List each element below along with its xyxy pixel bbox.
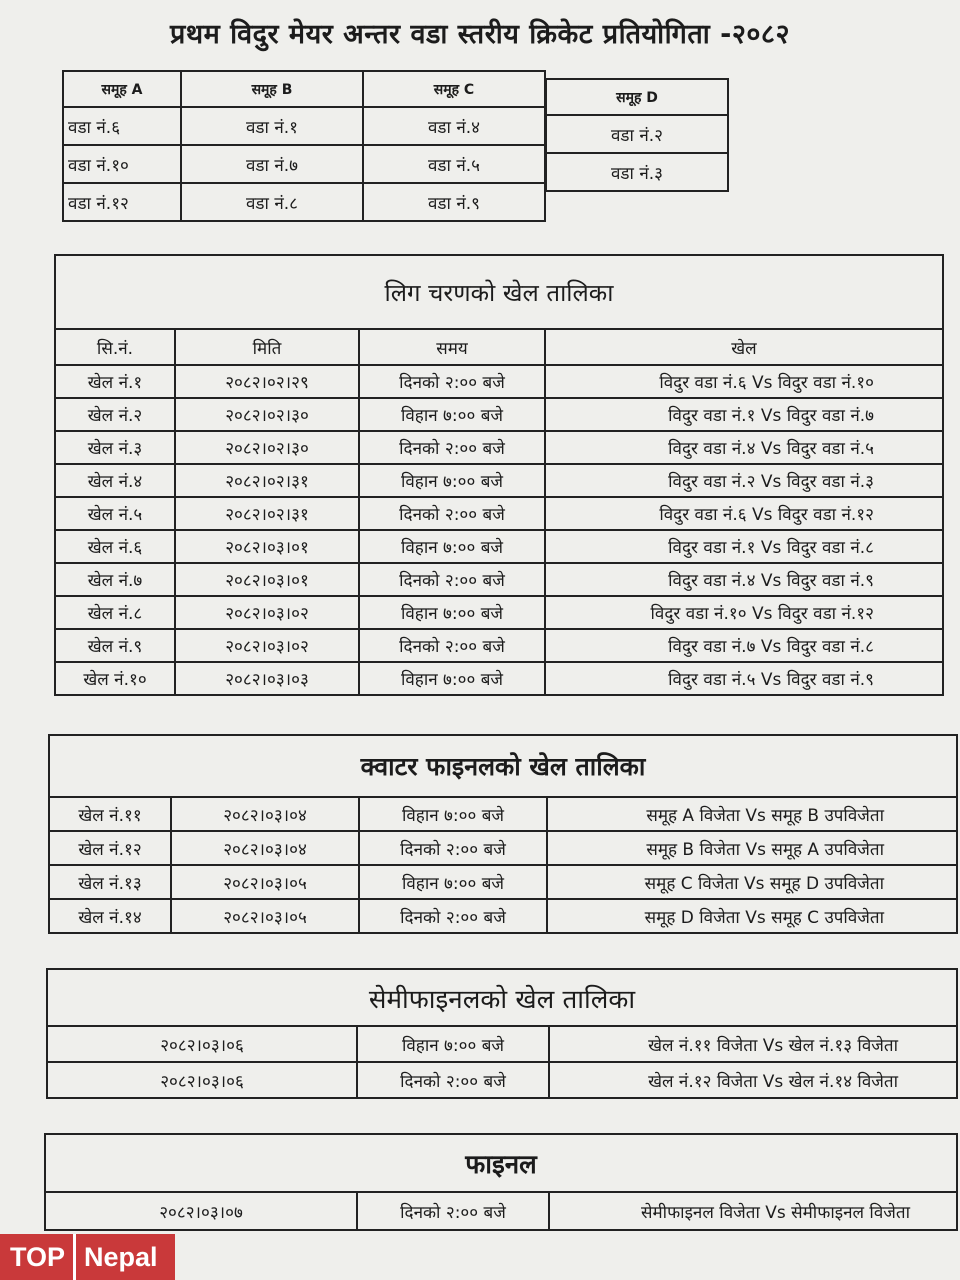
match-cell: विदुर वडा नं.४ Vs विदुर वडा नं.९ [545, 563, 943, 596]
final-heading: फाइनल [45, 1134, 957, 1192]
schedule-cell: खेल नं.१ [55, 365, 175, 398]
column-header: मिति [175, 329, 359, 365]
league-heading: लिग चरणको खेल तालिका [55, 255, 943, 329]
schedule-cell: खेल नं.१२ [49, 831, 171, 865]
schedule-cell: खेल नं.७ [55, 563, 175, 596]
schedule-cell: २०८२।०२।३० [175, 398, 359, 431]
match-cell: समूह C विजेता Vs समूह D उपविजेता [547, 865, 957, 899]
schedule-cell: विहान ७:०० बजे [357, 1026, 549, 1062]
table-row [49, 797, 957, 831]
watermark-divider [73, 1234, 76, 1280]
match-cell: विदुर वडा नं.१ Vs विदुर वडा नं.७ [545, 398, 943, 431]
column-header: खेल [545, 329, 943, 365]
table-row [55, 497, 943, 530]
table-row [49, 831, 957, 865]
schedule-cell: २०८२।०३।०४ [171, 797, 359, 831]
schedule-cell: २०८२।०३।०५ [171, 865, 359, 899]
schedule-cell: दिनको २:०० बजे [359, 899, 547, 933]
schedule-cell: विहान ७:०० बजे [359, 464, 545, 497]
table-row [49, 865, 957, 899]
quarter-final-table [48, 734, 958, 934]
watermark-logo [0, 1234, 175, 1280]
schedule-cell: दिनको २:०० बजे [359, 629, 545, 662]
league-schedule-table [54, 254, 944, 696]
schedule-cell: दिनको २:०० बजे [357, 1062, 549, 1098]
table-row [55, 563, 943, 596]
schedule-cell: दिनको २:०० बजे [359, 831, 547, 865]
group-a-header: समूह A [63, 71, 181, 107]
table-row [55, 530, 943, 563]
semi-final-heading: सेमीफाइनलको खेल तालिका [47, 969, 957, 1026]
group-b-header: समूह B [181, 71, 363, 107]
table-row [47, 1026, 957, 1062]
table-row [55, 596, 943, 629]
groups-table [62, 70, 546, 222]
match-cell: विदुर वडा नं.२ Vs विदुर वडा नं.३ [545, 464, 943, 497]
match-cell: विदुर वडा नं.७ Vs विदुर वडा नं.८ [545, 629, 943, 662]
schedule-cell: खेल नं.२ [55, 398, 175, 431]
match-cell: विदुर वडा नं.५ Vs विदुर वडा नं.९ [545, 662, 943, 695]
group-cell: वडा नं.१२ [63, 183, 181, 221]
watermark-part2: Nepal [84, 1241, 158, 1272]
table-row [55, 629, 943, 662]
schedule-cell: दिनको २:०० बजे [357, 1192, 549, 1230]
group-cell: वडा नं.४ [363, 107, 545, 145]
schedule-cell: विहान ७:०० बजे [359, 398, 545, 431]
match-cell: समूह A विजेता Vs समूह B उपविजेता [547, 797, 957, 831]
table-row [546, 115, 728, 153]
column-header: सि.नं. [55, 329, 175, 365]
schedule-cell: विहान ७:०० बजे [359, 662, 545, 695]
schedule-cell: विहान ७:०० बजे [359, 596, 545, 629]
table-row [546, 153, 728, 191]
schedule-cell: २०८२।०३।०६ [47, 1026, 357, 1062]
schedule-cell: २०८२।०३।०३ [175, 662, 359, 695]
schedule-cell: खेल नं.११ [49, 797, 171, 831]
schedule-cell: २०८२।०३।०२ [175, 596, 359, 629]
schedule-cell: २०८२।०३।०१ [175, 530, 359, 563]
schedule-cell: खेल नं.६ [55, 530, 175, 563]
match-cell: विदुर वडा नं.६ Vs विदुर वडा नं.१० [545, 365, 943, 398]
group-cell: वडा नं.६ [63, 107, 181, 145]
group-cell: वडा नं.३ [546, 153, 728, 191]
match-cell: खेल नं.१२ विजेता Vs खेल नं.१४ विजेता [549, 1062, 957, 1098]
schedule-cell: विहान ७:०० बजे [359, 865, 547, 899]
group-d-header: समूह D [546, 79, 728, 115]
table-row [55, 398, 943, 431]
schedule-cell: २०८२।०३।०१ [175, 563, 359, 596]
match-cell: विदुर वडा नं.४ Vs विदुर वडा नं.५ [545, 431, 943, 464]
schedule-cell: २०८२।०२।३० [175, 431, 359, 464]
table-row [45, 1192, 957, 1230]
schedule-cell: २०८२।०२।२९ [175, 365, 359, 398]
group-cell: वडा नं.१ [181, 107, 363, 145]
group-cell: वडा नं.८ [181, 183, 363, 221]
schedule-cell: खेल नं.१४ [49, 899, 171, 933]
schedule-cell: खेल नं.३ [55, 431, 175, 464]
schedule-cell: खेल नं.८ [55, 596, 175, 629]
match-cell: सेमीफाइनल विजेता Vs सेमीफाइनल विजेता [549, 1192, 957, 1230]
schedule-cell: खेल नं.१० [55, 662, 175, 695]
match-cell: विदुर वडा नं.१ Vs विदुर वडा नं.८ [545, 530, 943, 563]
group-cell: वडा नं.५ [363, 145, 545, 183]
schedule-cell: २०८२।०२।३१ [175, 497, 359, 530]
schedule-cell: २०८२।०३।०६ [47, 1062, 357, 1098]
schedule-cell: खेल नं.५ [55, 497, 175, 530]
group-cell: वडा नं.७ [181, 145, 363, 183]
table-row [63, 145, 545, 183]
schedule-cell: दिनको २:०० बजे [359, 431, 545, 464]
schedule-cell: दिनको २:०० बजे [359, 563, 545, 596]
schedule-cell: २०८२।०२।३१ [175, 464, 359, 497]
group-c-header: समूह C [363, 71, 545, 107]
final-table [44, 1133, 958, 1231]
semi-final-table [46, 968, 958, 1099]
group-cell: वडा नं.१० [63, 145, 181, 183]
table-row [47, 1062, 957, 1098]
schedule-cell: विहान ७:०० बजे [359, 797, 547, 831]
schedule-cell: २०८२।०३।०४ [171, 831, 359, 865]
group-cell: वडा नं.९ [363, 183, 545, 221]
schedule-cell: दिनको २:०० बजे [359, 365, 545, 398]
group-d-table [545, 78, 729, 192]
watermark-part1: TOP [10, 1241, 66, 1272]
table-row [63, 183, 545, 221]
match-cell: विदुर वडा नं.१० Vs विदुर वडा नं.१२ [545, 596, 943, 629]
schedule-cell: २०८२।०३।०७ [45, 1192, 357, 1230]
quarter-final-heading: क्वाटर फाइनलको खेल तालिका [49, 735, 957, 797]
table-row [63, 107, 545, 145]
schedule-cell: २०८२।०३।०५ [171, 899, 359, 933]
table-row [49, 899, 957, 933]
table-row [55, 464, 943, 497]
match-cell: विदुर वडा नं.६ Vs विदुर वडा नं.१२ [545, 497, 943, 530]
table-row [55, 662, 943, 695]
schedule-cell: खेल नं.१३ [49, 865, 171, 899]
schedule-cell: खेल नं.४ [55, 464, 175, 497]
table-row [55, 431, 943, 464]
page-title: प्रथम विदुर मेयर अन्तर वडा स्तरीय क्रिकेट प्रतियोगिता -२०८२ [169, 19, 791, 50]
schedule-cell: २०८२।०३।०२ [175, 629, 359, 662]
group-cell: वडा नं.२ [546, 115, 728, 153]
column-header: समय [359, 329, 545, 365]
schedule-cell: खेल नं.९ [55, 629, 175, 662]
schedule-cell: विहान ७:०० बजे [359, 530, 545, 563]
match-cell: समूह D विजेता Vs समूह C उपविजेता [547, 899, 957, 933]
table-row [55, 365, 943, 398]
schedule-cell: दिनको २:०० बजे [359, 497, 545, 530]
match-cell: खेल नं.११ विजेता Vs खेल नं.१३ विजेता [549, 1026, 957, 1062]
match-cell: समूह B विजेता Vs समूह A उपविजेता [547, 831, 957, 865]
